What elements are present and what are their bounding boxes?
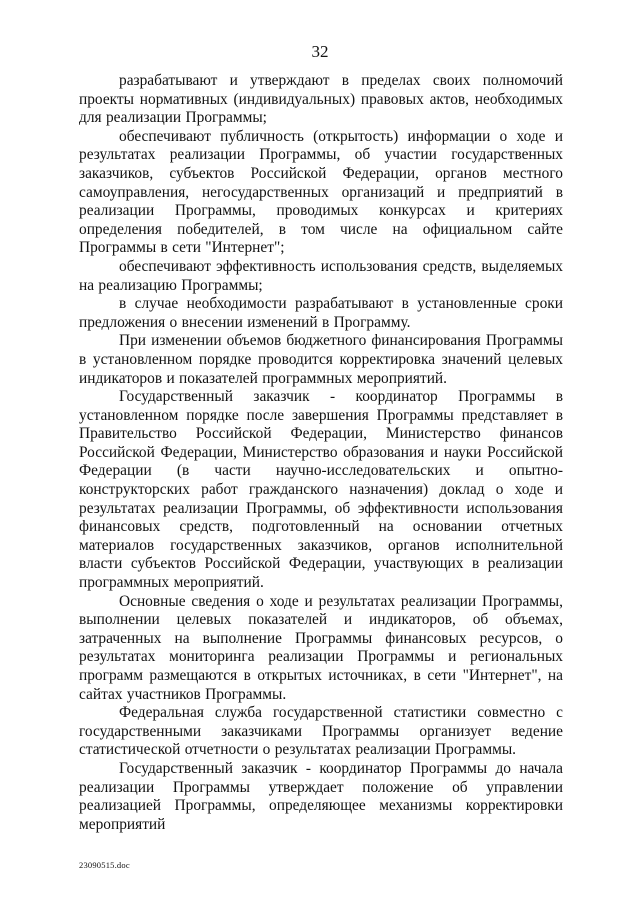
paragraph-4: в случае необходимости разрабатывают в установленные сроки предложения о внесении изменений в Программу. [79, 295, 563, 331]
document-body [79, 72, 563, 834]
paragraph-5: При изменении объемов бюджетного финансирования Программы в установленном порядке проводится корректировка значений целевых индикаторов и показателей программных мероприятий. [79, 332, 563, 387]
paragraph-9: Государственный заказчик - координатор Программы до начала реализации Программы утверждает положение об управлении реализацией Программы, определяющее механизмы корректировки мероприятий [79, 759, 563, 833]
page-number: 32 [311, 42, 329, 61]
paragraph-1: разрабатывают и утверждают в пределах своих полномочий проекты нормативных (индивидуальных) правовых актов, необходимых для реализации Программы; [79, 72, 563, 127]
paragraph-2: обеспечивают публичность (открытость) информации о ходе и результатах реализации Программы, об участии государственных заказчиков, субъектов Российской Федерации, органов местного самоуправления, негосударственных организаций и предприятий в реализации Программы, проводимых конкурсах и критериях определения победителей, в том числе на официальном сайте Программы в сети "Интернет"; [79, 127, 563, 257]
paragraph-7: Основные сведения о ходе и результатах реализации Программы, выполнении целевых показателей и индикаторов, об объемах, затраченных на выполнение Программы финансовых ресурсов, о результатах мониторинга реализации Программы и региональных программ размещаются в открытых источниках, в сети "Интернет", на сайтах участников Программы. [79, 592, 563, 703]
paragraph-6: Государственный заказчик - координатор Программы в установленном порядке после завершения Программы представляет в Правительство Российской Федерации, Министерство финансов Российской Федерации, Министерство образования и науки Российской Федерации (в части научно-исследовательских и опытно-конструкторских работ гражданского назначения) доклад о ходе и результатах реализации Программы, об эффективности использования финансовых средств, подготовленный на основании отчетных материалов государственных заказчиков, органов исполнительной власти субъектов Российской Федерации, участвующих в реализации программных мероприятий. [79, 388, 563, 592]
footer-filename: 23090515.doc [79, 860, 130, 870]
paragraph-8: Федеральная служба государственной статистики совместно с государственными заказчиками Программы организует ведение статистической отчетности о результатах реализации Программы. [79, 704, 563, 759]
paragraph-3: обеспечивают эффективность использования средств, выделяемых на реализацию Программы; [79, 257, 563, 294]
